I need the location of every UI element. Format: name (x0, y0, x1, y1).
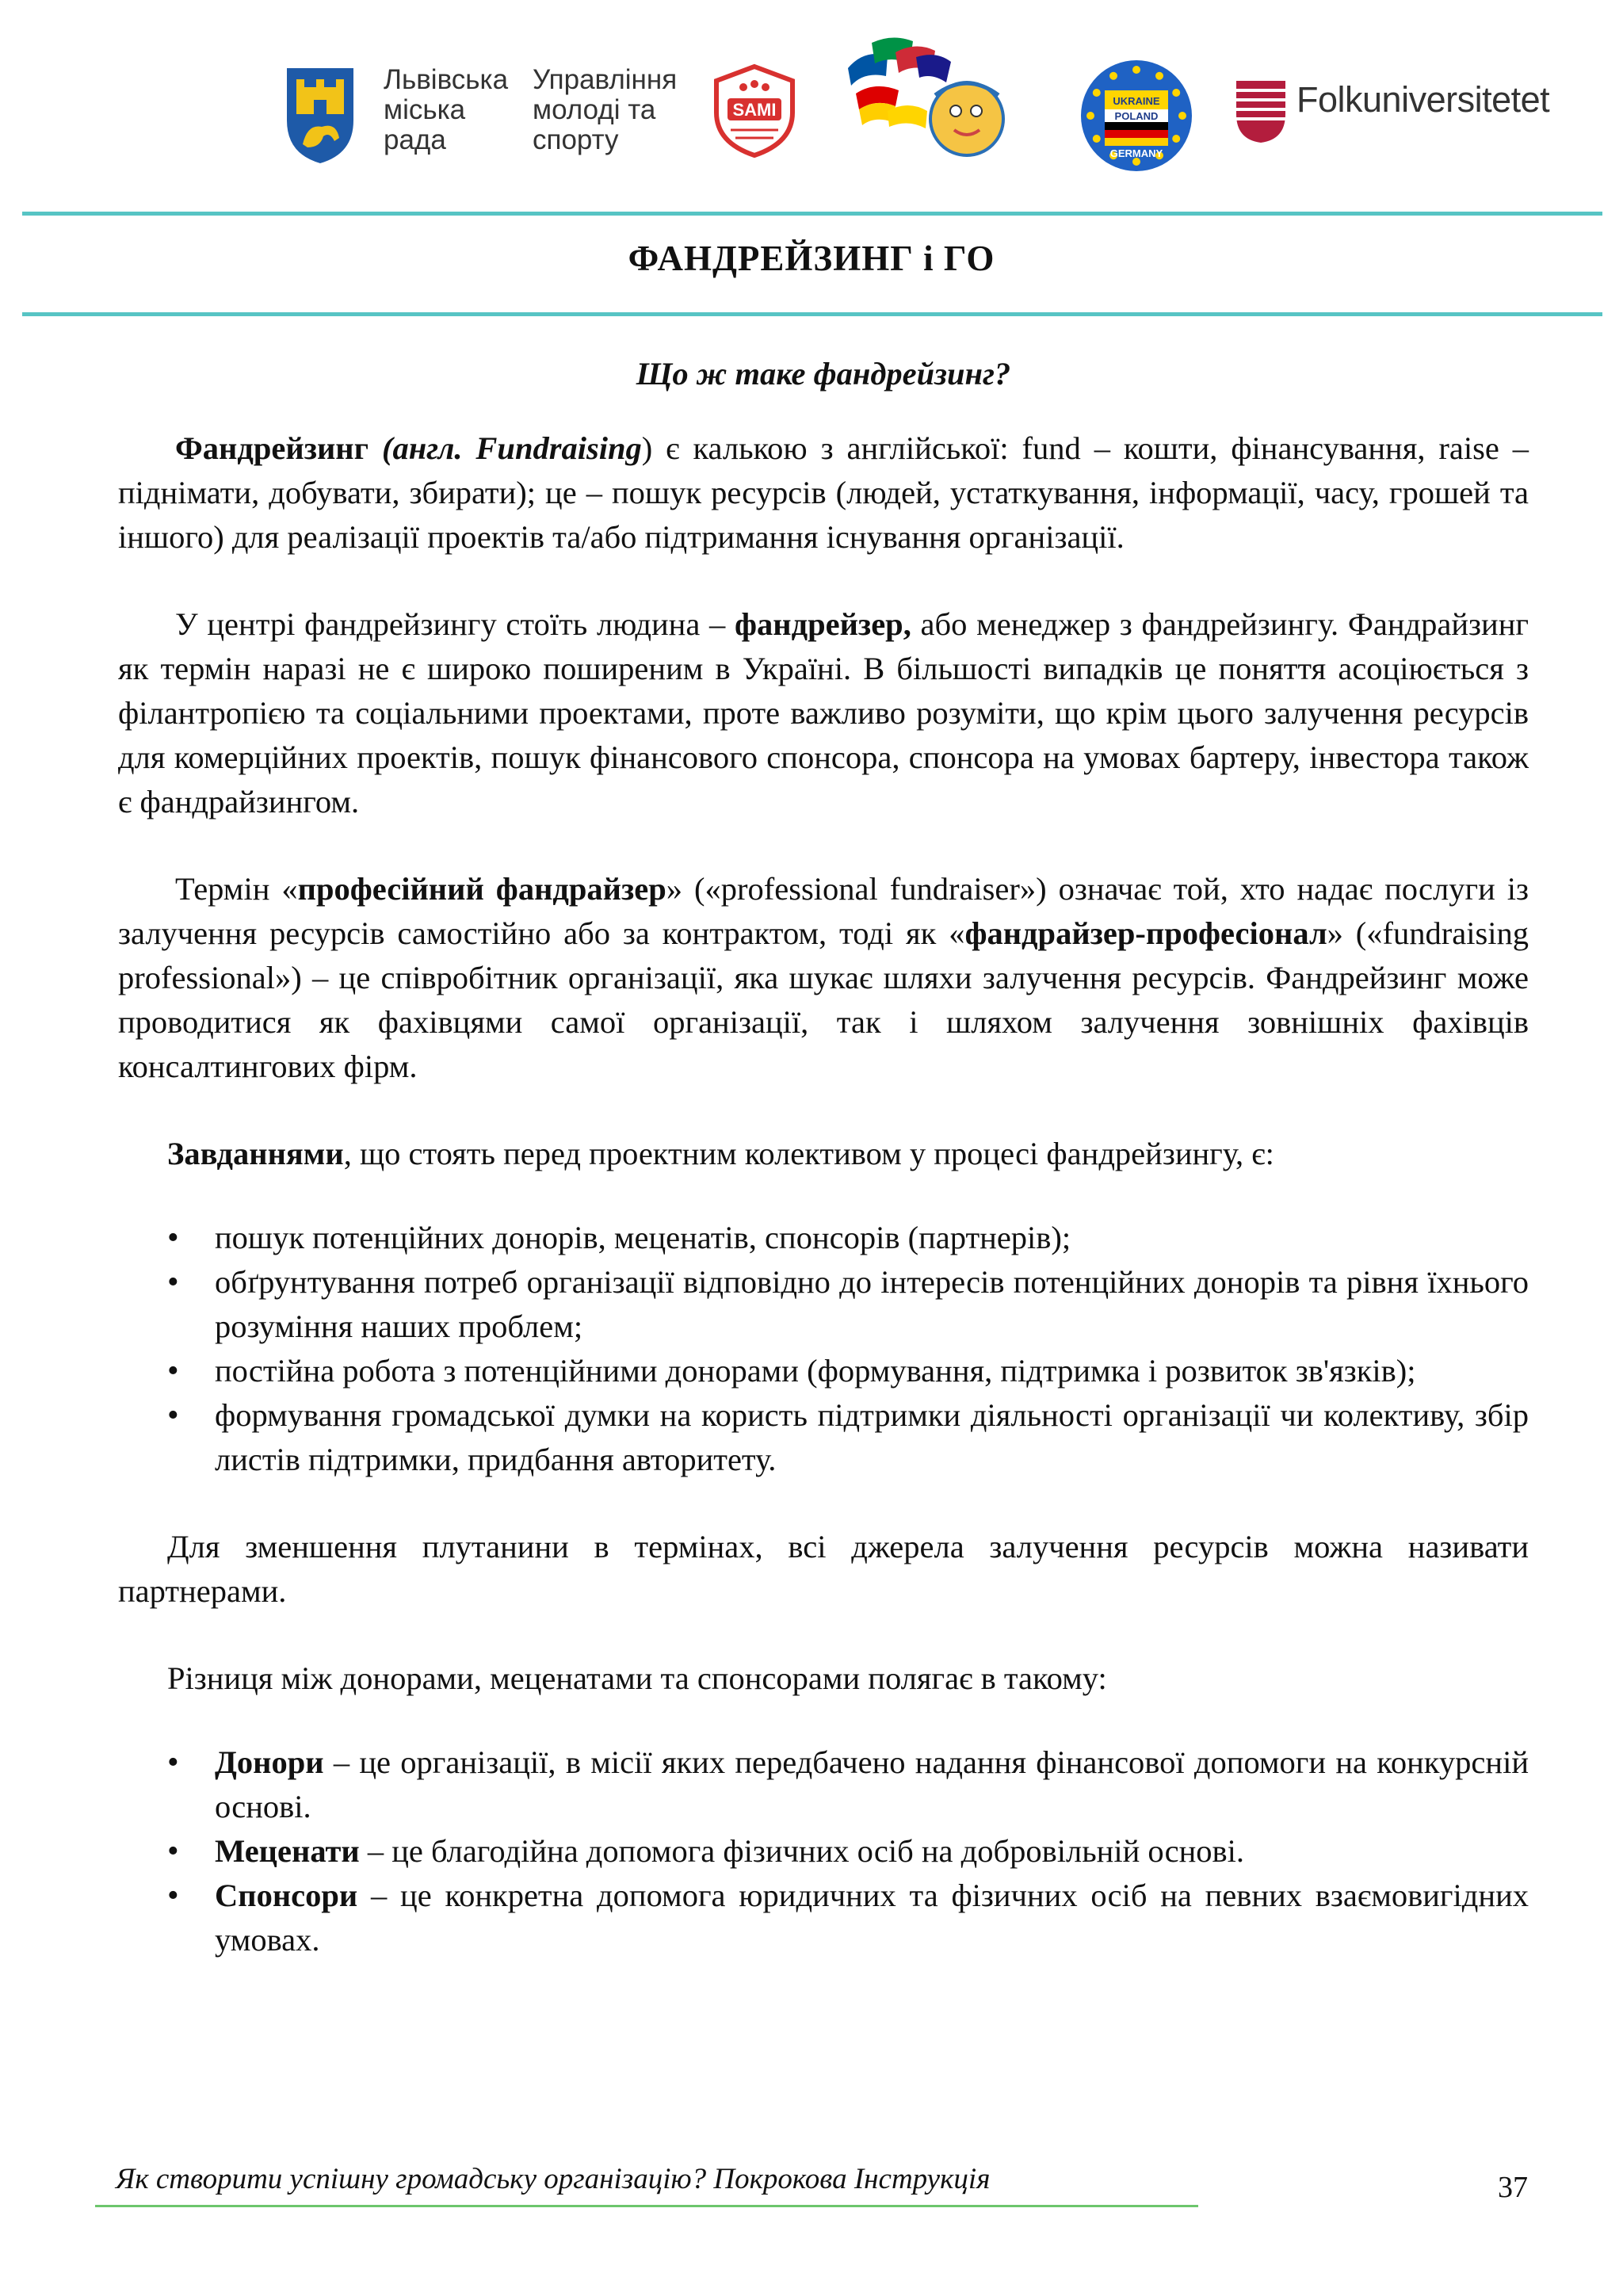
tasks-list (118, 1216, 1529, 1482)
folkuniversitetet-logo (1233, 76, 1550, 147)
star-icon (1172, 135, 1180, 143)
sponsors-text: – це конкретна допомога юридичних та фізичних осіб на певних взаємовигідних умовах. (215, 1878, 1529, 1958)
svg-text:SAMI: SAMI (732, 100, 777, 120)
definition-item-sponsors (118, 1874, 1529, 1962)
section-subtitle: Що ж таке фандрейзинг? (636, 356, 1011, 392)
star-icon (1172, 89, 1180, 97)
paragraph-professional (118, 867, 1529, 1089)
paragraph-tasks-intro (118, 1132, 1529, 1176)
star-icon (1109, 72, 1117, 80)
fundraiser-intro: У центрі фандрейзингу стоїть людина – (175, 606, 735, 642)
star-icon (1132, 66, 1140, 74)
folkuniversitetet-emblem-icon (1233, 76, 1289, 144)
term-fundraising: Фандрейзинг (175, 430, 369, 466)
svg-text:GERMANY: GERMANY (1109, 147, 1163, 159)
main-content (118, 352, 1529, 1962)
term-fundraiser-professional: фандрайзер-професіонал (964, 915, 1327, 951)
svg-text:POLAND: POLAND (1114, 110, 1159, 122)
definitions-list (118, 1740, 1529, 1962)
definition-item-donors (118, 1740, 1529, 1829)
star-icon (1178, 112, 1186, 120)
professional-text-2: » («professional fundraiser») означає той, хто надає послуги із залучення ресурсів самостійно або за контрактом, тоді як « (118, 871, 1529, 951)
term-fundraiser: фандрейзер, (734, 606, 911, 642)
list-item: • постійна робота з потенційними донорами (формування, підтримка і розвиток зв'язків); (118, 1349, 1529, 1393)
star-icon (1086, 112, 1094, 120)
title-top-rule (22, 212, 1602, 216)
term-gloss: (англ. Fundraising (381, 430, 642, 466)
lviv-coat-of-arms-icon (284, 65, 357, 166)
lviv-city-council-label: Львівська міська рада (384, 64, 509, 155)
sami-special-olympics-logo (710, 63, 799, 159)
paragraph-definition (118, 426, 1529, 560)
page-title: ФАНДРЕЙЗИНГ і ГО (628, 239, 995, 278)
paragraph-partners: Для зменшення плутанини в термінах, всі джерела залучення ресурсів можна називати партнерами. (118, 1529, 1529, 1609)
folkuniversitetet-wordmark: Folkuniversitetet (1296, 79, 1550, 120)
term-donors: Донори (215, 1744, 324, 1780)
paragraph-fundraiser (118, 602, 1529, 824)
term-tasks: Завданнями (167, 1136, 344, 1171)
donors-text: – це організації, в місії яких передбачено надання фінансової допомоги на конкурсній основі. (215, 1744, 1529, 1824)
professional-text-3: » («fundraising professional») – це співробітник організації, яка шукає шляхи залучення ресурсів. Фандрейзинг може проводитися як фахівцями самої організації, так і шляхом залучення зовнішніх фахівців консалтингових фірм. (118, 915, 1529, 1084)
footer-rule (95, 2205, 1198, 2207)
patrons-text: – це благодійна допомога фізичних осіб на добровільній основі. (359, 1833, 1245, 1869)
list-item: • пошук потенційних донорів, меценатів, спонсорів (партнерів); (118, 1216, 1529, 1260)
fundraiser-text: або менеджер з фандрейзингу. Фандрайзинг як термін наразі не є широко поширеним в Україні. В більшості випадків це поняття асоціюється з філантропією та соціальними проектами, проте важливо розуміти, що крім цього залучення ресурсів для комерційних проектів, пошук фінансового спонсора, спонсора на умовах бартеру, інвестора також є фандрайзингом. (118, 606, 1529, 819)
page-number: 37 (1498, 2171, 1528, 2204)
flags-mascot-logo (840, 33, 1024, 166)
ukraine-poland-germany-logo (1073, 55, 1200, 174)
svg-text:UKRAINE: UKRAINE (1113, 95, 1160, 107)
definition-text: ) є калькою з англійської: fund – кошти, фінансування, raise – піднімати, добувати, збирати); це – пошук ресурсів (людей, устаткування, інформації, часу, грошей та іншого) для реалізації проектів та/або підтримання існування організації. (118, 430, 1529, 555)
paragraph-difference: Різниця між донорами, меценатами та спонсорами полягає в такому: (167, 1660, 1107, 1696)
term-professional-fundraiser: професійний фандрайзер (297, 871, 666, 907)
footer-title: Як створити успішну громадську організацію? Покрокова Інструкція (116, 2163, 991, 2195)
header-logos (0, 0, 1623, 182)
professional-text-1: Термін « (175, 871, 298, 907)
star-icon (1155, 72, 1163, 80)
term-patrons: Меценати (215, 1833, 360, 1869)
list-item: • формування громадської думки на користь підтримки діяльності організації чи колективу, збір листів підтримки, придбання авторитету. (118, 1393, 1529, 1482)
star-icon (1093, 89, 1101, 97)
tasks-intro-text: , що стоять перед проектним колективом у процесі фандрейзингу, є: (343, 1136, 1274, 1171)
list-item: • обґрунтування потреб організації відповідно до інтересів потенційних донорів та рівня їхнього розуміння наших проблем; (118, 1260, 1529, 1349)
definition-item-patrons (118, 1829, 1529, 1874)
title-bottom-rule (22, 312, 1602, 316)
star-icon (1093, 135, 1101, 143)
term-sponsors: Спонсори (215, 1878, 358, 1913)
youth-sports-department-label: Управління молоді та спорту (533, 64, 678, 155)
